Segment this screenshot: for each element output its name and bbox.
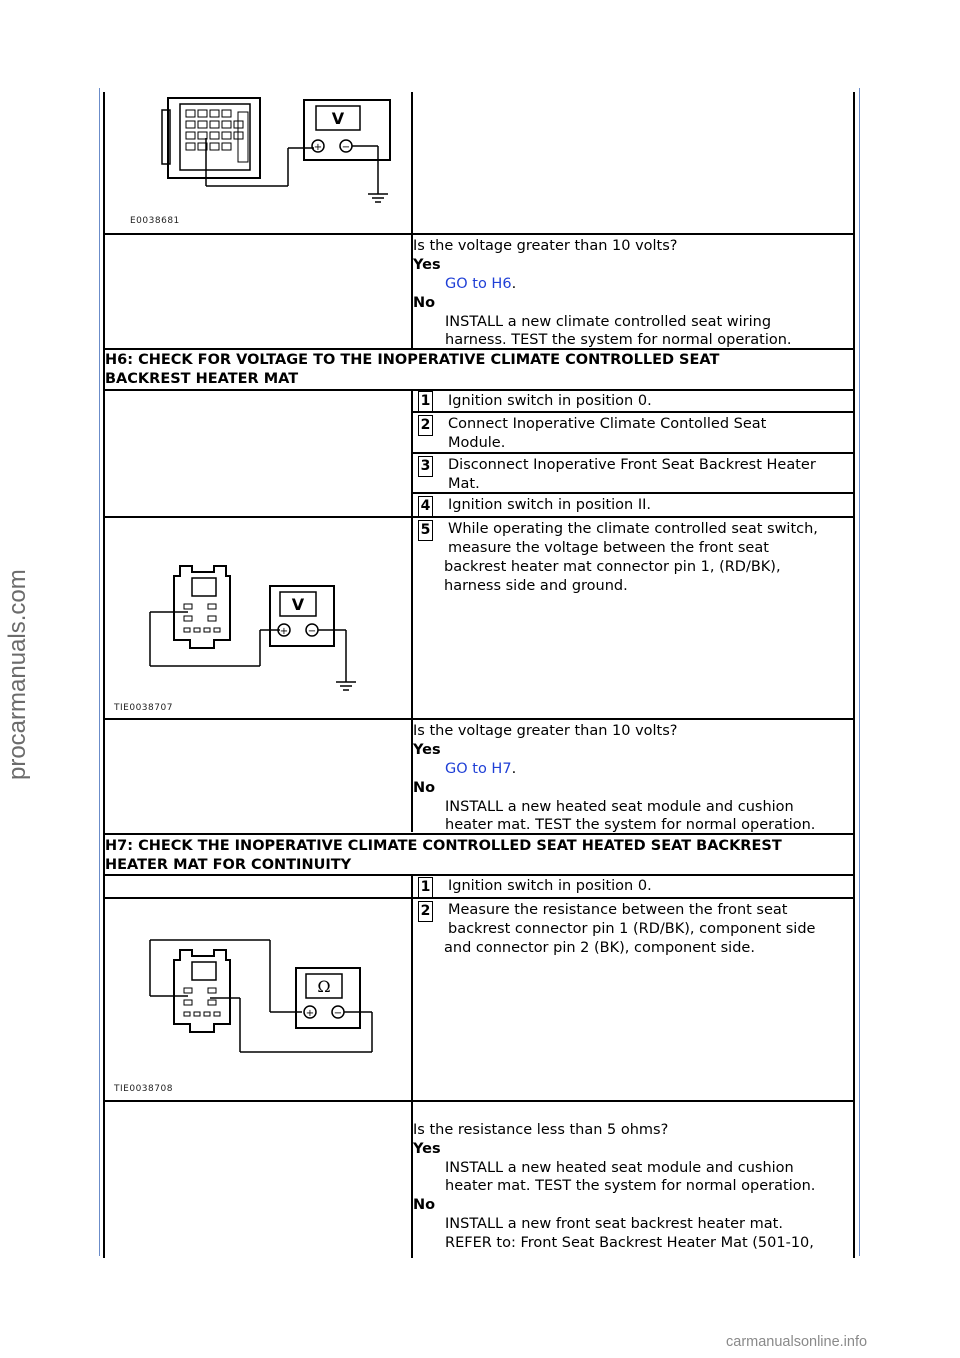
- section-heading-h6: H6: CHECK FOR VOLTAGE TO THE INOPERATIVE CLIMATE CONTROLLED SEAT BACKREST HEATER MAT: [105, 352, 720, 387]
- voltmeter-label: V: [331, 109, 345, 128]
- no-action-line: harness. TEST the system for normal operation.: [445, 332, 792, 348]
- no-label: No: [413, 1197, 436, 1213]
- no-label: No: [413, 295, 436, 311]
- figure-id: TIE0038708: [114, 1084, 173, 1094]
- voltmeter-label: V: [291, 595, 305, 614]
- svg-text:−: −: [333, 1008, 343, 1019]
- svg-text:+: +: [279, 626, 289, 637]
- row-rule: [103, 389, 855, 391]
- no-action-line: REFER to: Front Seat Backrest Heater Mat (501-10,: [445, 1235, 814, 1251]
- wiring-diagram-icon: [110, 920, 406, 1098]
- step-text: Disconnect Inoperative Front Seat Backrest Heater Mat.: [448, 457, 816, 492]
- step-text: Connect Inoperative Climate Contolled Seat Module.: [448, 416, 767, 451]
- figure-id: TIE0038707: [114, 703, 173, 713]
- no-label: No: [413, 780, 436, 796]
- yes-action-line: heater mat. TEST the system for normal operation.: [445, 1178, 816, 1194]
- no-action-line: INSTALL a new front seat backrest heater mat.: [445, 1216, 783, 1232]
- yes-label: Yes: [413, 257, 441, 273]
- step-text: Measure the resistance between the front seat backrest connector pin 1 (RD/BK), component side: [448, 902, 816, 937]
- question-text: Is the resistance less than 5 ohms?: [413, 1122, 669, 1138]
- row-rule: [413, 411, 855, 413]
- svg-text:+: +: [313, 142, 323, 153]
- step-text: Ignition switch in position 0.: [448, 878, 652, 894]
- step-number: 3: [418, 456, 433, 477]
- step-number: 1: [418, 391, 433, 412]
- bottom-watermark: carmanualsonline.info: [726, 1334, 868, 1350]
- svg-text:−: −: [341, 142, 351, 153]
- yes-label: Yes: [413, 1141, 441, 1157]
- svg-text:−: −: [307, 626, 317, 637]
- wiring-diagram-icon: [110, 540, 406, 716]
- row-rule: [103, 1100, 855, 1102]
- ohmmeter-label: Ω: [317, 977, 331, 996]
- step-text: and connector pin 2 (BK), component side.: [444, 940, 755, 956]
- question-text: Is the voltage greater than 10 volts?: [413, 723, 678, 739]
- step-text: While operating the climate controlled seat switch, measure the voltage between the front seat: [448, 521, 818, 556]
- right-margin-rule: [859, 88, 860, 1256]
- table-left-border: [103, 92, 105, 1258]
- no-action-line: INSTALL a new climate controlled seat wiring: [445, 314, 772, 330]
- step-number: 2: [418, 901, 433, 922]
- go-to-h7-link[interactable]: GO to H7: [445, 761, 512, 777]
- yes-action: GO to H6.: [445, 276, 517, 292]
- voltmeter-connector-diagram: [110, 90, 406, 232]
- yes-action: GO to H7.: [445, 761, 517, 777]
- table-right-border: [853, 92, 855, 1258]
- svg-text:+: +: [305, 1008, 315, 1019]
- figure-id: E0038681: [130, 216, 180, 226]
- question-text: Is the voltage greater than 10 volts?: [413, 238, 678, 254]
- yes-label: Yes: [413, 742, 441, 758]
- left-margin-rule: [99, 88, 100, 1256]
- column-divider: [411, 390, 413, 832]
- backrest-voltage-diagram: [110, 540, 406, 716]
- side-watermark: procarmanuals.com: [4, 569, 31, 780]
- row-rule: [103, 718, 855, 720]
- step-number: 5: [418, 520, 433, 541]
- step-number: 1: [418, 877, 433, 898]
- step-number: 4: [418, 496, 433, 517]
- yes-action-line: INSTALL a new heated seat module and cushion: [445, 1160, 794, 1176]
- step-number: 2: [418, 415, 433, 436]
- backrest-resistance-diagram: [110, 920, 406, 1098]
- no-action-line: INSTALL a new heated seat module and cushion: [445, 799, 794, 815]
- row-rule: [103, 233, 855, 235]
- row-rule: [103, 516, 855, 518]
- step-text: Ignition switch in position 0.: [448, 393, 652, 409]
- step-text: Ignition switch in position II.: [448, 497, 652, 513]
- no-action-line: heater mat. TEST the system for normal operation.: [445, 817, 816, 833]
- step-text: backrest heater mat connector pin 1, (RD/BK), harness side and ground.: [444, 559, 781, 594]
- row-rule: [103, 897, 855, 899]
- wiring-diagram-icon: [110, 90, 406, 232]
- go-to-h6-link[interactable]: GO to H6: [445, 276, 512, 292]
- section-heading-h7: H7: CHECK THE INOPERATIVE CLIMATE CONTROLLED SEAT HEATED SEAT BACKREST HEATER MAT FOR CONTINUITY: [105, 838, 782, 873]
